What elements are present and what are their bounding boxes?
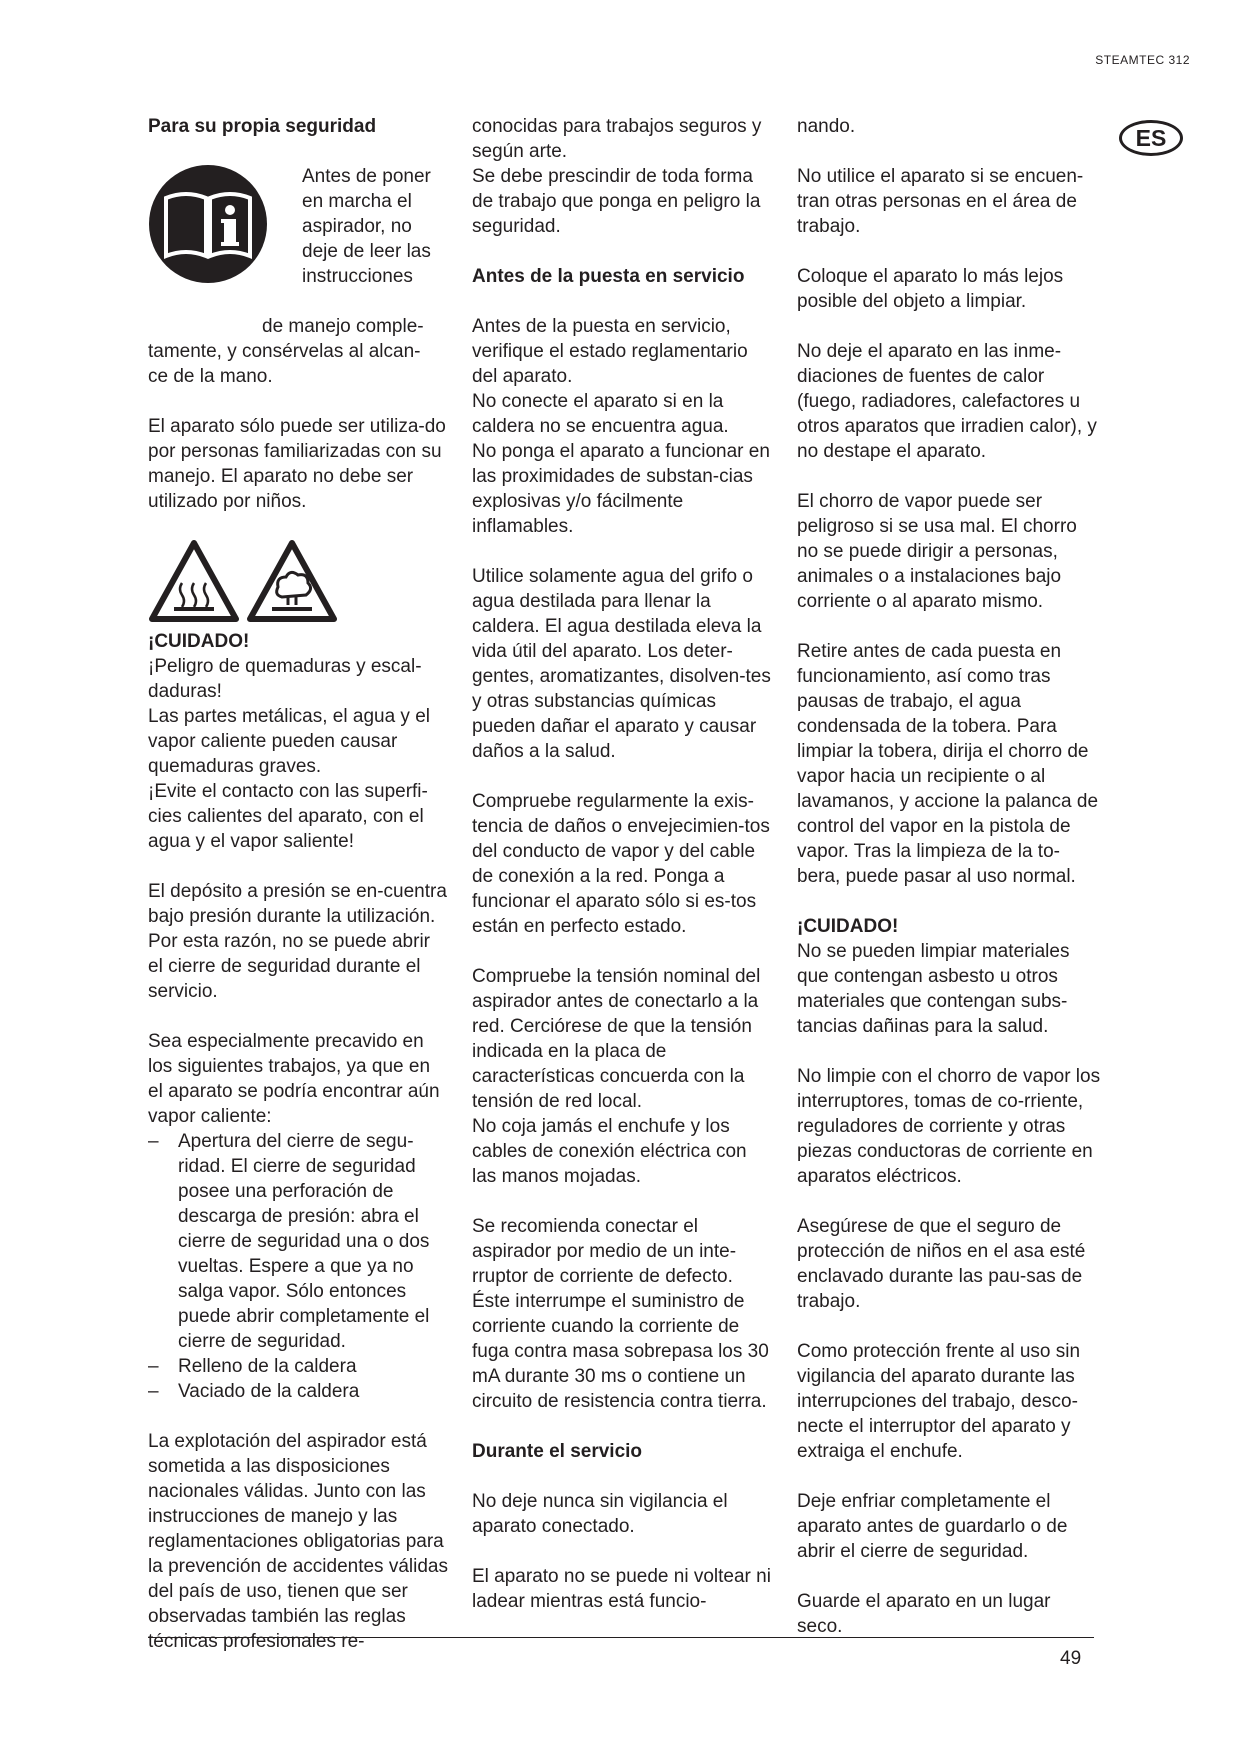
paragraph: Se recomienda conectar el aspirador por medio de un inte-rruptor de corriente de defecto. Éste interrumpe el suministro de corriente cuando la corriente de fuga contra masa sobrepasa los 30 mA durante 30 ms o contiene un circuito de resistencia contra tierra. bbox=[472, 1216, 769, 1412]
list-item bbox=[148, 1354, 450, 1379]
footer-divider bbox=[148, 1637, 1094, 1638]
hot-surface-warning-icon bbox=[148, 539, 240, 623]
paragraph: Compruebe la tensión nominal del aspirador antes de conectarlo a la red. Cerciórese de que la tensión indicada en la placa de características concuerda con la tensión de red local. bbox=[472, 966, 761, 1112]
paragraph: Coloque el aparato lo más lejos posible del objeto a limpiar. bbox=[797, 266, 1064, 312]
paragraph: Se debe prescindir de toda forma de trabajo que ponga en peligro la seguridad. bbox=[472, 166, 761, 237]
warning-text: ¡Evite el contacto con las superfi-cies calientes del aparato, con el agua y el vapor saliente! bbox=[148, 781, 428, 852]
paragraph: Guarde el aparato en un lugar seco. bbox=[797, 1591, 1051, 1637]
column-3 bbox=[797, 114, 1101, 1664]
paragraph: No ponga el aparato a funcionar en las proximidades de substan-cias explosivas y/o fácilmente inflamables. bbox=[472, 441, 770, 537]
paragraph: conocidas para trabajos seguros y según arte. bbox=[472, 116, 762, 162]
warning-text: Las partes metálicas, el agua y el vapor caliente pueden causar quemaduras graves. bbox=[148, 706, 430, 777]
warning-title: ¡CUIDADO! bbox=[148, 631, 250, 652]
paragraph: Deje enfriar completamente el aparato antes de guardarlo o de abrir el cierre de seguridad. bbox=[797, 1491, 1068, 1562]
paragraph: El chorro de vapor puede ser peligroso si se usa mal. El chorro no se puede dirigir a personas, animales o a instalaciones bajo corriente o al aparato mismo. bbox=[797, 491, 1077, 612]
column-1 bbox=[148, 114, 450, 1679]
paragraph: No limpie con el chorro de vapor los interruptores, tomas de co-rriente, reguladores de corriente y otras piezas conductoras de corriente en aparatos eléctricos. bbox=[797, 1066, 1101, 1187]
paragraph: El aparato no se puede ni voltear ni ladear mientras está funcio- bbox=[472, 1566, 771, 1612]
dash-mark: – bbox=[148, 1131, 159, 1152]
dash-mark: – bbox=[148, 1381, 159, 1402]
info-continuation bbox=[148, 314, 450, 389]
dash-list bbox=[148, 1129, 450, 1404]
section-heading: Durante el servicio bbox=[472, 1441, 643, 1462]
warning-text: ¡Peligro de quemaduras y escal-daduras! bbox=[148, 656, 422, 702]
list-item bbox=[148, 1379, 450, 1404]
header-model: STEAMTEC 312 bbox=[1095, 53, 1190, 67]
paragraph: Compruebe regularmente la exis-tencia de daños o envejecimien-tos del conducto de vapor y del cable de conexión a la red. Ponga a funcionar el aparato sólo si es-tos están en perfecto estado. bbox=[472, 791, 770, 937]
paragraph: No conecte el aparato si en la caldera no se encuentra agua. bbox=[472, 391, 729, 437]
list-item-text: Relleno de la caldera bbox=[178, 1356, 357, 1377]
list-item-text: Vaciado de la caldera bbox=[178, 1381, 360, 1402]
hot-steam-warning-icon bbox=[246, 539, 338, 623]
dash-mark: – bbox=[148, 1356, 159, 1377]
info-block bbox=[148, 164, 450, 314]
read-manual-icon bbox=[148, 164, 268, 284]
info-line: ce de la mano. bbox=[148, 366, 273, 387]
paragraph: Asegúrese de que el seguro de protección de niños en el asa esté enclavado durante las pau-sas de trabajo. bbox=[797, 1216, 1086, 1312]
paragraph: No deje nunca sin vigilancia el aparato conectado. bbox=[472, 1491, 728, 1537]
list-item-text: Apertura del cierre de segu-ridad. El cierre de seguridad posee una perforación de descarga de presión: abra el cierre de seguridad una o dos vueltas. Espere a que ya no salga vapor. Sólo entonces puede abrir completamente el cierre de seguridad. bbox=[178, 1131, 430, 1352]
info-text bbox=[302, 164, 450, 289]
paragraph: No utilice el aparato si se encuen-tran otras personas en el área de trabajo. bbox=[797, 166, 1084, 237]
paragraph: nando. bbox=[797, 116, 856, 137]
hazard-symbols bbox=[148, 539, 450, 629]
info-line: tamente, y consérvelas al alcan- bbox=[148, 341, 421, 362]
paragraph: Utilice solamente agua del grifo o agua destilada para llenar la caldera. El agua destilada eleva la vida útil del aparato. Los deter-gentes, aromatizantes, disolven-tes y otras substancias químicas pueden dañar el aparato y causar daños a la salud. bbox=[472, 566, 771, 762]
info-line: instrucciones bbox=[302, 266, 413, 287]
warning-title: ¡CUIDADO! bbox=[797, 916, 899, 937]
info-line: aspirador, no bbox=[302, 216, 412, 237]
paragraph: No coja jamás el enchufe y los cables de conexión eléctrica con las manos mojadas. bbox=[472, 1116, 747, 1187]
paragraph: No deje el aparato en las inme-diaciones de fuentes de calor (fuego, radiadores, calefactores u otros aparatos que irradien calor), y no destape el aparato. bbox=[797, 341, 1097, 462]
paragraph: El aparato sólo puede ser utiliza-do por personas familiarizadas con su manejo. El aparato no debe ser utilizado por niños. bbox=[148, 416, 446, 512]
info-line: Antes de poner bbox=[302, 166, 431, 187]
language-badge: ES bbox=[1119, 120, 1183, 156]
info-line: de manejo comple- bbox=[262, 316, 424, 337]
warning-text: No se pueden limpiar materiales que contengan asbesto u otros materiales que contengan subs-tancias dañinas para la salud. bbox=[797, 941, 1070, 1037]
info-line: en marcha el bbox=[302, 191, 412, 212]
paragraph: Retire antes de cada puesta en funcionamiento, así como tras pausas de trabajo, el agua condensada de la tobera. Para limpiar la tobera, dirija el chorro de vapor hacia un recipiente o al lavamanos, y accione la palanca de control del vapor en la pistola de vapor. Tras la limpieza de la to-bera, puede pasar al uso normal. bbox=[797, 641, 1099, 887]
info-line: deje de leer las bbox=[302, 241, 431, 262]
section-heading: Antes de la puesta en servicio bbox=[472, 266, 745, 287]
paragraph: Sea especialmente precavido en los siguientes trabajos, ya que en el aparato se podría encontrar aún vapor caliente: bbox=[148, 1031, 440, 1127]
paragraph: Como protección frente al uso sin vigilancia del aparato durante las interrupciones del trabajo, desco-necte el interruptor del aparato y extraiga el enchufe. bbox=[797, 1341, 1081, 1462]
paragraph: La explotación del aspirador está sometida a las disposiciones nacionales válidas. Junto con las instrucciones de manejo y las reglamentaciones obligatorias para la prevención de accidentes válidas del país de uso, tienen que ser observadas también las reglas técnicas profesionales re- bbox=[148, 1431, 448, 1652]
paragraph: Antes de la puesta en servicio, verifique el estado reglamentario del aparato. bbox=[472, 316, 748, 387]
page-number: 49 bbox=[1060, 1648, 1082, 1669]
paragraph: El depósito a presión se en-cuentra bajo presión durante la utilización. Por esta razón, no se puede abrir el cierre de seguridad durante el servicio. bbox=[148, 881, 447, 1002]
list-item bbox=[148, 1129, 450, 1354]
column-2 bbox=[472, 114, 776, 1639]
section-heading: Para su propia seguridad bbox=[148, 116, 377, 137]
